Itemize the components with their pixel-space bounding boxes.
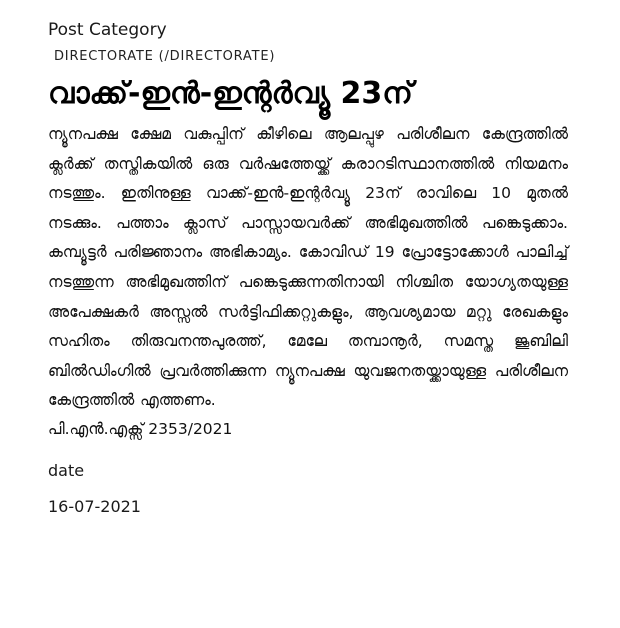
date-value: 16-07-2021	[48, 496, 141, 516]
date-label: date	[48, 460, 85, 480]
post-category-label: Post Category	[48, 20, 167, 40]
post-title: വാക്ക്-ഇൻ-ഇന്റർവ്യൂ 23ന്	[48, 76, 413, 111]
post-body: ന്യൂനപക്ഷ ക്ഷേമ വകുപ്പിന് കീഴിലെ ആലപ്പുഴ പരിശീലന കേന്ദ്രത്തിൽ ക്ലർക്ക് തസ്തികയിൽ ഒരു വർഷത്തേയ്ക്ക് കരാറടിസ്ഥാനത്തിൽ നിയമനം നടത്തും. ഇതിനുള്ള വാക്ക്-ഇൻ-ഇന്റർവ്യൂ 23ന് രാവിലെ 10 മുതൽ നടക്കും. പത്താം ക്ലാസ് പാസ്സായവർക്ക് അഭിമുഖത്തിൽ പങ്കെടുക്കാം. കമ്പ്യൂട്ടർ പരിജ്ഞാനം അഭികാമ്യം. കോവിഡ് 19 പ്രോട്ടോക്കോൾ പാലിച്ച് നടത്തുന്ന അഭിമുഖത്തിന് പങ്കെടുക്കുന്നതിനായി നിശ്ചിത യോഗ്യതയുള്ള അപേക്ഷകർ അസ്സൽ സർട്ടിഫിക്കറ്റുകളും, ആവശ്യമായ മറ്റു രേഖകളും സഹിതം തിരുവനന്തപുരത്ത്, മേലേ തമ്പാനൂർ, സമസ്ത ജൂബിലി ബിൽഡിംഗിൽ പ്രവർത്തിക്കുന്ന ന്യൂനപക്ഷ യുവജനതയ്ക്കായുള്ള പരിശീലന കേന്ദ്രത്തിൽ എത്തണം.	[48, 125, 568, 410]
news-post	[48, 18, 568, 518]
post-reference-number: പി.എൻ.എക്സ് 2353/2021	[48, 419, 233, 438]
post-category-value[interactable]: DIRECTORATE (/DIRECTORATE)	[54, 49, 276, 64]
